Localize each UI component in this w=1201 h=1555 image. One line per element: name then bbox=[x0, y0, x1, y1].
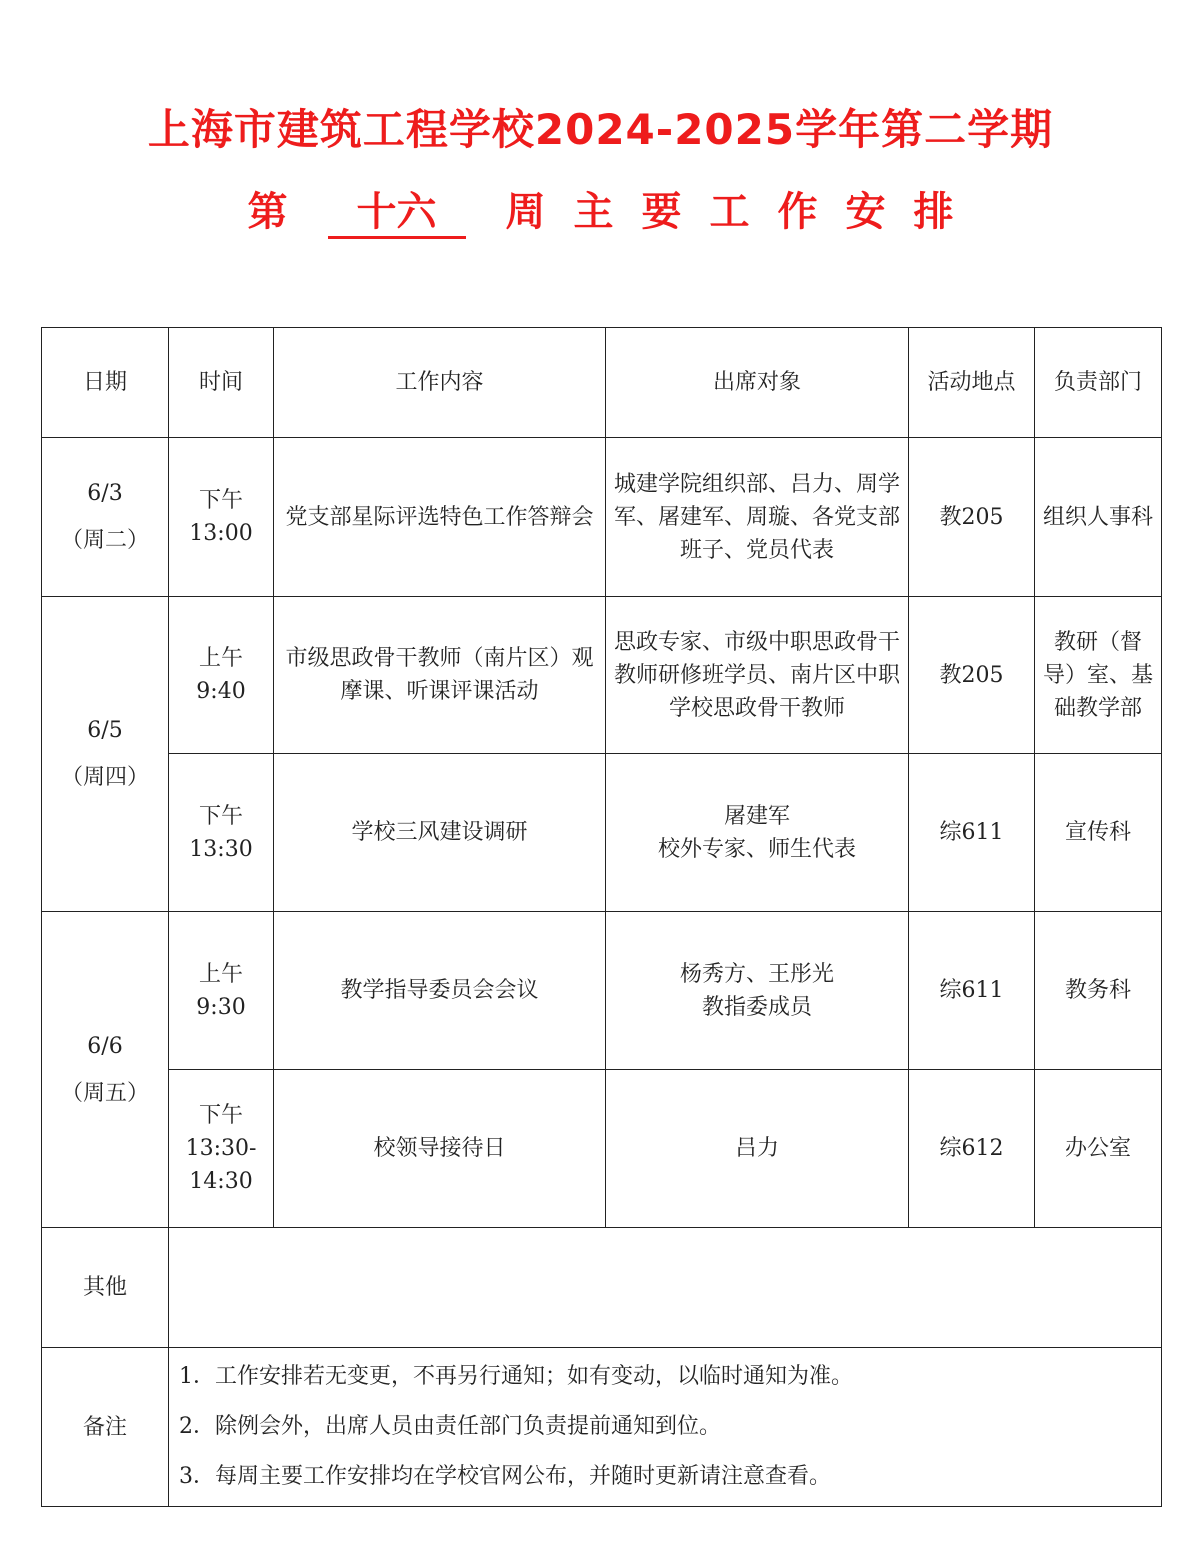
time-value: 13:30 bbox=[189, 836, 253, 862]
week-title-char: 安 bbox=[845, 189, 886, 235]
notes-label: 备注 bbox=[42, 1348, 169, 1507]
time-period: 上午 bbox=[198, 646, 243, 671]
time-cell bbox=[169, 438, 274, 597]
table-row bbox=[42, 912, 1162, 1070]
note-item: 2．除例会外，出席人员由责任部门负责提前通知到位。 bbox=[179, 1414, 721, 1439]
other-row bbox=[42, 1228, 1162, 1348]
department-cell: 教务科 bbox=[1035, 912, 1162, 1070]
time-cell bbox=[169, 754, 274, 912]
attendees-line: 杨秀方、王彤光 bbox=[679, 961, 834, 987]
content-cell: 党支部星际评选特色工作答辩会 bbox=[274, 438, 606, 597]
week-title-char: 排 bbox=[913, 189, 954, 235]
attendees-cell bbox=[606, 912, 909, 1070]
date-cell bbox=[42, 597, 169, 912]
time-cell bbox=[169, 912, 274, 1070]
other-label: 其他 bbox=[42, 1228, 169, 1348]
week-title-char: 周 bbox=[505, 189, 546, 235]
attendees-cell: 思政专家、市级中职思政骨干教师研修班学员、南片区中职学校思政骨干教师 bbox=[606, 597, 909, 754]
content-cell: 市级思政骨干教师（南片区）观摩课、听课评课活动 bbox=[274, 597, 606, 754]
header-department: 负责部门 bbox=[1035, 328, 1162, 438]
date-cell bbox=[42, 912, 169, 1228]
table-row bbox=[42, 438, 1162, 597]
time-cell bbox=[169, 597, 274, 754]
table-row bbox=[42, 754, 1162, 912]
schedule-title: 上海市建筑工程学校2024-2025学年第二学期 bbox=[147, 105, 1054, 154]
attendees-line: 教指委成员 bbox=[701, 994, 812, 1020]
note-item: 3．每周主要工作安排均在学校官网公布，并随时更新请注意查看。 bbox=[179, 1464, 831, 1489]
notes-cell bbox=[169, 1348, 1162, 1507]
location-cell: 综611 bbox=[909, 912, 1035, 1070]
week-title bbox=[0, 182, 1201, 242]
time-value: 14:30 bbox=[189, 1169, 253, 1194]
attendees-cell: 城建学院组织部、吕力、周学军、屠建军、周璇、各党支部班子、党员代表 bbox=[606, 438, 909, 597]
date: 6/3 bbox=[87, 481, 123, 506]
other-value bbox=[169, 1228, 1162, 1348]
week-number: 十六 bbox=[328, 188, 466, 239]
week-title-char: 要 bbox=[641, 189, 682, 235]
week-title-char: 工 bbox=[709, 189, 750, 235]
time-period: 上午 bbox=[198, 961, 243, 987]
weekday: （周四） bbox=[60, 765, 149, 790]
location-cell: 教205 bbox=[909, 597, 1035, 754]
time-period: 下午 bbox=[198, 1103, 243, 1128]
date: 6/5 bbox=[87, 718, 123, 743]
table-row bbox=[42, 1070, 1162, 1228]
schedule-table bbox=[41, 327, 1162, 1507]
week-title-char: 主 bbox=[573, 189, 614, 235]
content-cell: 校领导接待日 bbox=[274, 1070, 606, 1228]
attendees-cell: 吕力 bbox=[606, 1070, 909, 1228]
header-attendees: 出席对象 bbox=[606, 328, 909, 438]
department-cell: 组织人事科 bbox=[1035, 438, 1162, 597]
header-location: 活动地点 bbox=[909, 328, 1035, 438]
header-date: 日期 bbox=[42, 328, 169, 438]
attendees-line: 校外专家、师生代表 bbox=[657, 836, 856, 862]
attendees-cell bbox=[606, 754, 909, 912]
weekday: （周五） bbox=[60, 1080, 149, 1106]
header-content: 工作内容 bbox=[274, 328, 606, 438]
department-cell: 办公室 bbox=[1035, 1070, 1162, 1228]
header-time: 时间 bbox=[169, 328, 274, 438]
time-value: 9:40 bbox=[196, 679, 246, 704]
time-value: 13:00 bbox=[189, 521, 253, 546]
location-cell: 教205 bbox=[909, 438, 1035, 597]
time-period: 下午 bbox=[198, 803, 243, 829]
weekday: （周二） bbox=[60, 528, 149, 553]
time-value: 13:30- bbox=[185, 1136, 257, 1161]
attendees-line: 屠建军 bbox=[723, 803, 790, 829]
note-item: 1．工作安排若无变更，不再另行通知；如有变动，以临时通知为准。 bbox=[179, 1364, 853, 1389]
department-cell: 宣传科 bbox=[1035, 754, 1162, 912]
week-title-char: 作 bbox=[777, 189, 818, 235]
table-row bbox=[42, 597, 1162, 754]
time-value: 9:30 bbox=[196, 994, 246, 1020]
date-cell bbox=[42, 438, 169, 597]
location-cell: 综612 bbox=[909, 1070, 1035, 1228]
time-period: 下午 bbox=[198, 488, 243, 513]
location-cell: 综611 bbox=[909, 754, 1035, 912]
department-cell: 教研（督导）室、基础教学部 bbox=[1035, 597, 1162, 754]
content-cell: 教学指导委员会会议 bbox=[274, 912, 606, 1070]
week-prefix: 第 bbox=[247, 189, 288, 235]
content-cell: 学校三风建设调研 bbox=[274, 754, 606, 912]
header-row bbox=[42, 328, 1162, 438]
date: 6/6 bbox=[87, 1033, 123, 1059]
time-cell bbox=[169, 1070, 274, 1228]
notes-row bbox=[42, 1348, 1162, 1507]
